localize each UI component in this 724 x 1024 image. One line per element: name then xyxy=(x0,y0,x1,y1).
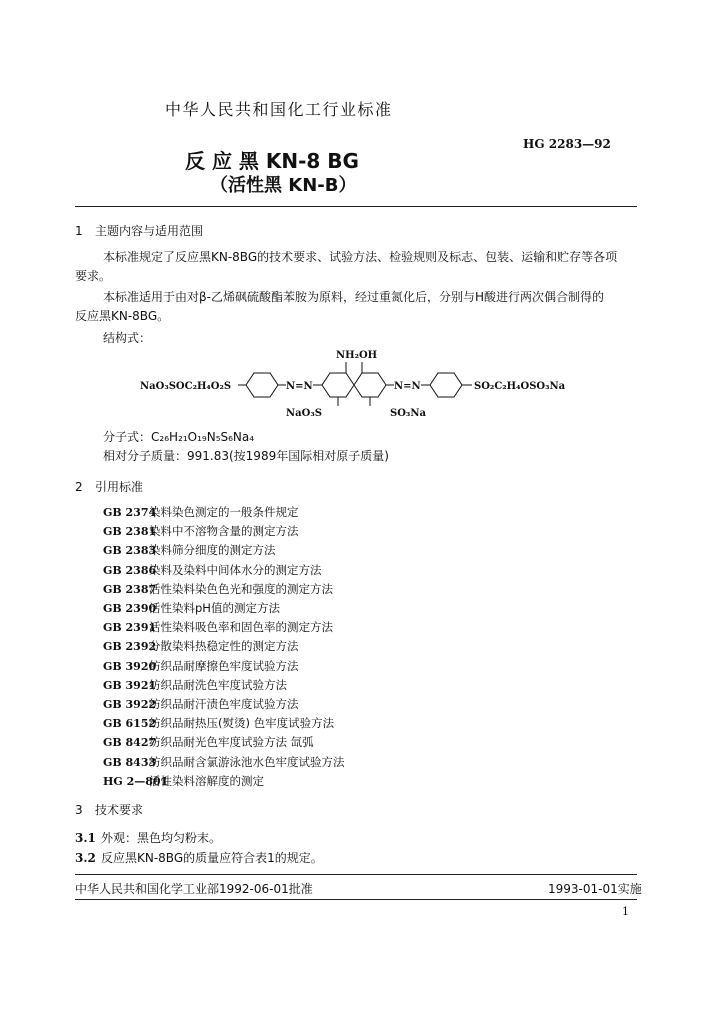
standard-title: 染料染色测定的一般条件规定 xyxy=(149,505,299,519)
paragraph-1-line-2: 要求。 xyxy=(75,269,112,283)
standard-title: 纺织品耐汗渍色牢度试验方法 xyxy=(149,697,299,711)
standard-code: GB 2390 xyxy=(103,602,157,615)
standard-row xyxy=(103,637,299,656)
structure-label: 结构式： xyxy=(103,331,152,345)
standard-title: 纺织品耐洗色牢度试验方法 xyxy=(149,677,287,692)
standard-row xyxy=(103,503,299,522)
standard-title: 分散染料热稳定性的测定方法 xyxy=(149,639,299,654)
section-title: 引用标准 xyxy=(95,480,144,494)
standard-title: 染料筛分细度的测定方法 xyxy=(149,543,276,558)
standard-title: 活性染料溶解度的测定 xyxy=(149,773,264,788)
clause-text: 反应黑KN-8BG的质量应符合表1的规定。 xyxy=(101,851,323,865)
clause-number: 3.1 xyxy=(75,831,96,845)
section-number: 2 xyxy=(75,480,83,494)
standard-code: GB 2391 xyxy=(103,621,157,635)
section-3-heading xyxy=(75,801,143,818)
standard-title: 纺织品耐含氯游泳池水色牢度试验方法 xyxy=(149,754,345,769)
right-group-label: SO₂C₂H₄OSO₃Na xyxy=(474,381,566,392)
naphthalene-ring-left xyxy=(322,373,354,397)
standard-code: GB 2383 xyxy=(103,544,157,558)
section-title: 主题内容与适用范围 xyxy=(95,224,204,238)
clause-3-2 xyxy=(75,849,323,866)
standard-row xyxy=(103,561,322,580)
clause-3-1 xyxy=(75,829,221,846)
standard-row xyxy=(103,714,334,733)
standard-code: GB 3920 xyxy=(103,659,157,673)
left-azo-label: N=N xyxy=(286,381,313,392)
doc-subtitle: （活性黑 KN-B） xyxy=(210,175,357,196)
section-number: 3 xyxy=(75,803,83,817)
standard-code: HG 2283—92 xyxy=(523,137,611,151)
approval-statement: 中华人民共和国化学工业部1992-06-01批准 xyxy=(75,882,313,896)
paragraph-2-line-2: 反应黑KN-8BG。 xyxy=(75,309,170,323)
standard-code: GB 2387 xyxy=(103,582,157,596)
standard-code: GB 8433 xyxy=(103,755,157,769)
standard-title: 纺织品耐热压(熨烫) 色牢度试验方法 xyxy=(149,716,335,731)
standard-row xyxy=(103,541,276,560)
section-title: 技术要求 xyxy=(95,803,144,817)
standard-code: GB 3921 xyxy=(103,678,157,692)
standard-code: GB 2374 xyxy=(103,506,157,519)
structural-formula xyxy=(140,342,620,422)
header-rule xyxy=(75,206,637,207)
standard-title: 纺织品耐光色牢度试验方法 氙弧 xyxy=(149,735,314,750)
left-group-label: NaO₃SOC₂H₄O₂S xyxy=(140,381,232,392)
footer-rule-bottom xyxy=(75,899,637,900)
right-azo-label: N=N xyxy=(394,381,421,392)
paragraph-1-line-1: 本标准规定了反应黑KN-8BG的技术要求、试验方法、检验规则及标志、包装、运输和贮存等各项 xyxy=(103,250,618,264)
doc-title: 反 应 黑 KN-8 BG xyxy=(185,149,359,173)
standard-code: GB 2392 xyxy=(103,640,157,654)
top-group-label: NH₂OH xyxy=(336,350,378,361)
left-benzene-ring xyxy=(246,373,278,397)
standard-code: GB 8427 xyxy=(103,736,157,750)
standard-row xyxy=(103,522,299,541)
standard-row xyxy=(103,733,314,752)
standard-row xyxy=(103,580,333,599)
standard-row xyxy=(103,772,264,791)
standard-title: 纺织品耐摩擦色牢度试验方法 xyxy=(149,658,299,673)
section-number: 1 xyxy=(75,224,83,238)
standard-title: 活性染料pH值的测定方法 xyxy=(149,601,280,615)
clause-text: 外观：黑色均匀粉末。 xyxy=(101,831,222,845)
standard-code: HG 2—801 xyxy=(103,774,169,788)
section-1-heading xyxy=(75,222,203,239)
standard-row xyxy=(103,695,299,714)
standard-title: 染料及染料中间体水分的测定方法 xyxy=(149,562,322,577)
clause-number: 3.2 xyxy=(75,851,96,865)
standard-title: 染料中不溶物含量的测定方法 xyxy=(149,524,299,539)
page-number: 1 xyxy=(622,905,629,918)
bottom-left-group-label: NaO₃S xyxy=(286,408,322,419)
effective-date: 1993-01-01实施 xyxy=(548,882,642,896)
standard-code: GB 3922 xyxy=(103,698,157,711)
naphthalene-ring-right xyxy=(354,373,386,397)
standard-code: GB 2381 xyxy=(103,525,157,539)
issuing-org: 中华人民共和国化工行业标准 xyxy=(165,100,393,119)
footer-rule-top xyxy=(75,874,637,875)
standard-title: 活性染料染色色光和强度的测定方法 xyxy=(149,581,333,596)
standard-code: GB 2386 xyxy=(103,563,157,577)
right-benzene-ring xyxy=(430,373,462,397)
standard-code: GB 6152 xyxy=(103,717,157,731)
standard-row xyxy=(103,599,280,618)
section-2-heading xyxy=(75,478,143,495)
bottom-right-group-label: SO₃Na xyxy=(390,408,426,419)
paragraph-2-line-1: 本标准适用于由对β-乙烯砜硫酸酯苯胺为原料，经过重氮化后，分别与H酸进行两次偶合制得的 xyxy=(103,290,605,304)
molecular-formula: 分子式：C₂₆H₂₁O₁₉N₅S₆Na₄ xyxy=(103,430,255,444)
molecular-mass: 相对分子质量：991.83(按1989年国际相对原子质量) xyxy=(103,449,389,463)
standard-row xyxy=(103,657,299,676)
standard-row xyxy=(103,618,333,637)
standard-row xyxy=(103,676,287,695)
standard-title: 活性染料吸色率和固色率的测定方法 xyxy=(149,620,333,635)
standard-row xyxy=(103,753,345,772)
